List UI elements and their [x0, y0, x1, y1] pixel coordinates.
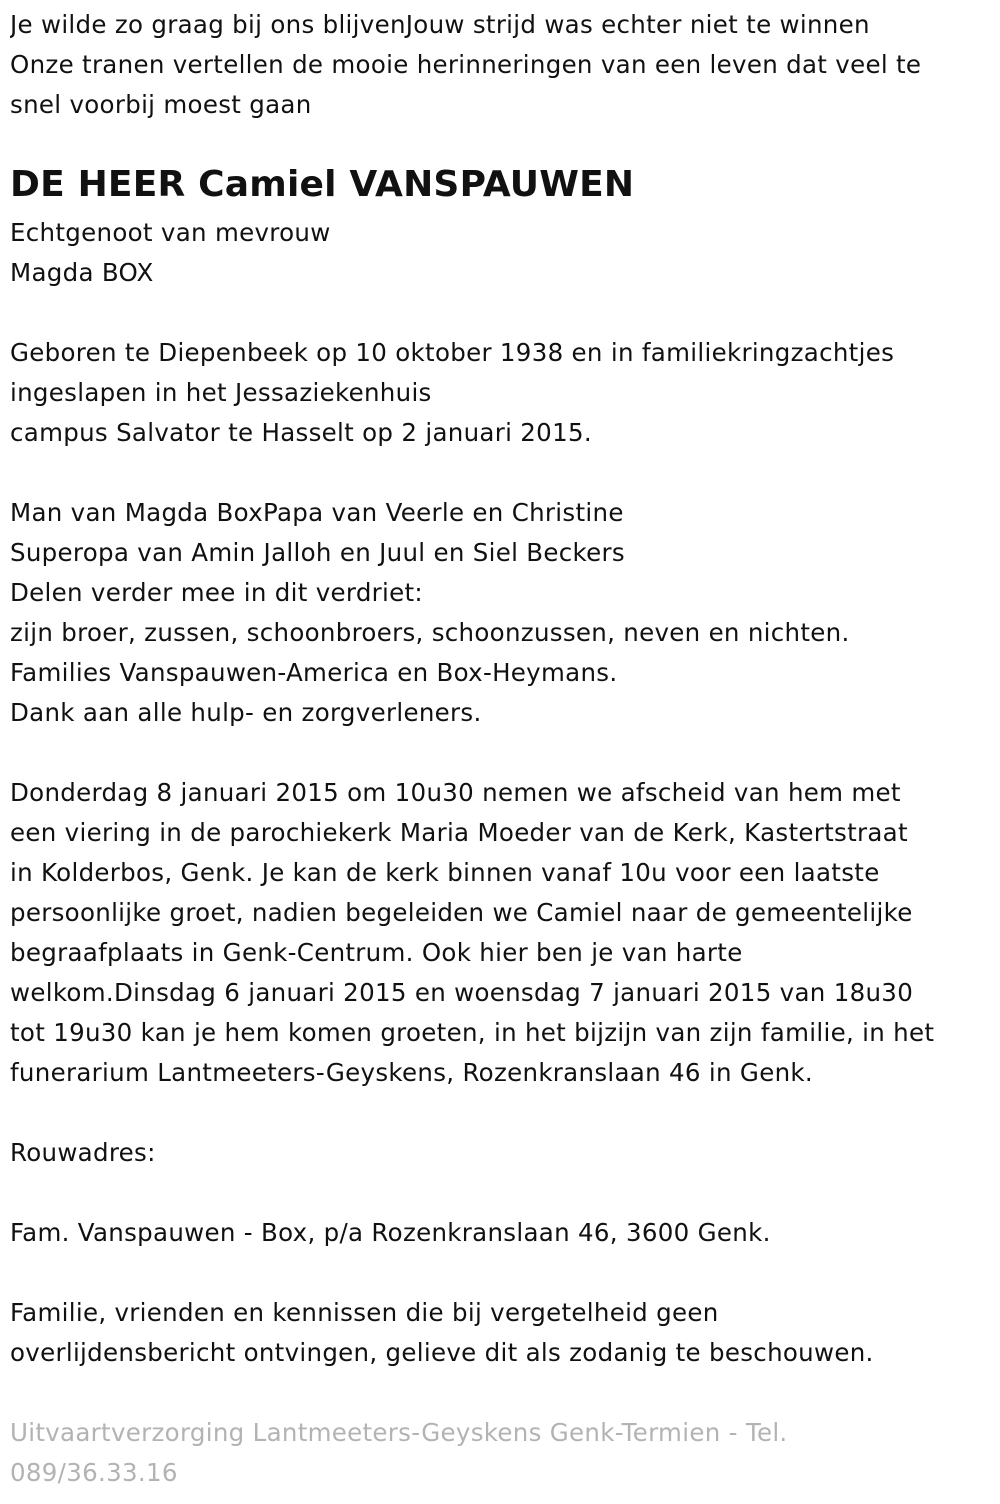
ceremony-line: Donderdag 8 januari 2015 om 10u30 nemen we afscheid van hem met [10, 778, 901, 807]
ceremony-line: tot 19u30 kan je hem komen groeten, in het bijzijn van zijn familie, in het [10, 1018, 935, 1047]
spacer [10, 1093, 990, 1133]
birth-death-info [10, 333, 990, 453]
footer-line: Uitvaartverzorging Lantmeeters-Geyskens Genk-Termien - Tel. [10, 1418, 788, 1447]
birth-death-line: campus Salvator te Hasselt op 2 januari 2015. [10, 418, 592, 447]
ceremony-info [10, 773, 990, 1093]
spouse-line: Magda BOX [10, 258, 154, 287]
mourning-address [10, 1133, 990, 1253]
spouse-info [10, 213, 990, 293]
spacer [10, 733, 990, 773]
birth-death-line: Geboren te Diepenbeek op 10 oktober 1938 en in familiekringzachtjes [10, 338, 895, 367]
family-line: Dank aan alle hulp- en zorgverleners. [10, 698, 482, 727]
spouse-line: Echtgenoot van mevrouw [10, 218, 331, 247]
address-value: Fam. Vanspauwen - Box, p/a Rozenkranslaan 46, 3600 Genk. [10, 1218, 771, 1247]
ceremony-line: in Kolderbos, Genk. Je kan de kerk binnen vanaf 10u voor een laatste [10, 858, 880, 887]
address-label: Rouwadres: [10, 1138, 156, 1167]
notice-line: overlijdensbericht ontvingen, gelieve dit als zodanig te beschouwen. [10, 1338, 874, 1367]
intro-line: snel voorbij moest gaan [10, 90, 312, 119]
funeral-director-footer [10, 1413, 990, 1493]
family-line: Delen verder mee in dit verdriet: [10, 578, 423, 607]
ceremony-line: welkom.Dinsdag 6 januari 2015 en woensdag 7 januari 2015 van 18u30 [10, 978, 914, 1007]
ceremony-line: begraafplaats in Genk-Centrum. Ook hier ben je van harte [10, 938, 743, 967]
spacer [10, 1373, 990, 1413]
family-line: Superopa van Amin Jalloh en Juul en Siel Beckers [10, 538, 625, 567]
ceremony-line: funerarium Lantmeeters-Geyskens, Rozenkranslaan 46 in Genk. [10, 1058, 813, 1087]
intro-line: Je wilde zo graag bij ons blijvenJouw strijd was echter niet te winnen [10, 10, 870, 39]
notice-info [10, 1293, 990, 1373]
spacer [10, 453, 990, 493]
spacer [10, 293, 990, 333]
footer-phone: 089/36.33.16 [10, 1458, 178, 1487]
family-line: zijn broer, zussen, schoonbroers, schoonzussen, neven en nichten. [10, 618, 850, 647]
family-line: Man van Magda BoxPapa van Veerle en Christine [10, 498, 624, 527]
ceremony-line: een viering in de parochiekerk Maria Moeder van de Kerk, Kastertstraat [10, 818, 908, 847]
notice-line: Familie, vrienden en kennissen die bij vergetelheid geen [10, 1298, 719, 1327]
family-line: Families Vanspauwen-America en Box-Heymans. [10, 658, 618, 687]
family-info [10, 493, 990, 733]
spacer [10, 1253, 990, 1293]
ceremony-line: persoonlijke groet, nadien begeleiden we Camiel naar de gemeentelijke [10, 898, 913, 927]
intro-poem [10, 5, 990, 125]
birth-death-line: ingeslapen in het Jessaziekenhuis [10, 378, 432, 407]
spacer [10, 1173, 990, 1213]
deceased-name-title: DE HEER Camiel VANSPAUWEN [10, 164, 635, 205]
intro-line: Onze tranen vertellen de mooie herinneringen van een leven dat veel te [10, 50, 922, 79]
